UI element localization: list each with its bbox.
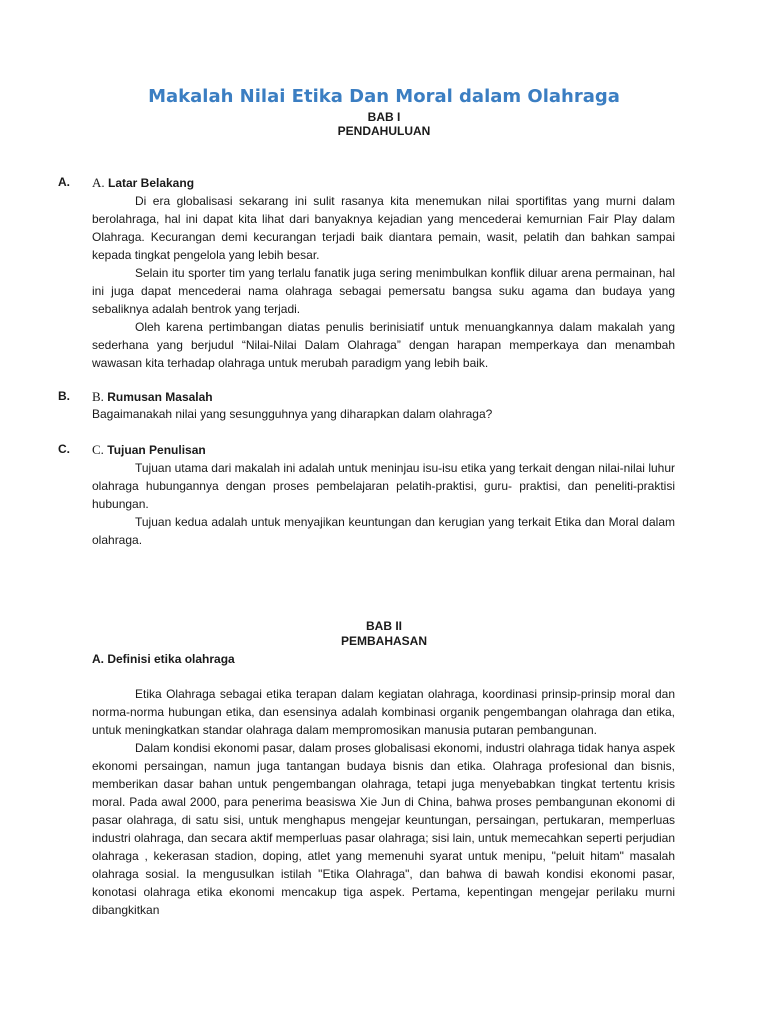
paragraph: Oleh karena pertimbangan diatas penulis berinisiatif untuk menuangkannya dalam makalah yang sederhana yang berjudul “Nilai-Nilai Dalam Olahraga” dengan harapan memperkaya dan menambah wawasan kita terhadap olahraga untuk merubah paradigm yang lebih baik. xyxy=(92,320,675,370)
section-c-body xyxy=(92,459,675,549)
paragraph: Tujuan kedua adalah untuk menyajikan keuntungan dan kerugian yang terkait Etika dan Moral dalam olahraga. xyxy=(92,515,675,547)
section-b-title: Rumusan Masalah xyxy=(107,390,213,404)
paragraph: Bagaimanakah nilai yang sesungguhnya yang diharapkan dalam olahraga? xyxy=(92,407,493,421)
section-b-heading xyxy=(92,389,213,405)
paragraph: Di era globalisasi sekarang ini sulit rasanya kita menemukan nilai sportifitas yang murni dalam berolahraga, hal ini dapat kita lihat dari banyaknya kejadian yang mencederai kemurnian Fair Play dalam Olahraga. Kecurangan demi kecurangan terjadi baik diantara pemain, wasit, pelatih dan bahkan sampai kepada tingkat pengelola yang lebih besar. xyxy=(92,194,675,262)
section-b-number: B. xyxy=(92,389,104,404)
section-c-heading xyxy=(92,442,206,458)
paragraph: Selain itu sporter tim yang terlalu fanatik juga sering menimbulkan konflik diluar arena permainan, hal ini juga dapat mencederai nama olahraga sebagai pemersatu bangsa suku agama dan budaya yang sebaliknya adalah bentrok yang terjadi. xyxy=(92,266,675,316)
paragraph: Dalam kondisi ekonomi pasar, dalam proses globalisasi ekonomi, industri olahraga tidak hanya aspek ekonomi persaingan, namun juga tantangan budaya bisnis dan etika. Olahraga profesional dan bisnis, memberikan dasar bahan untuk pengembangan olahraga, tetapi juga menyebabkan tingkat tertentu krisis moral. Pada awal 2000, para penerima beasiswa Xie Jun di China, bahwa proses pembangunan ekonomi di pasar olahraga, di satu sisi, untuk menghapus mengejar keuntungan, persaingan, pertukaran, memperluas industri olahraga, dan secara aktif memperluas pasar olahraga; sisi lain, untuk memecahkan seperti perjudian olahraga , kekerasan stadion, doping, atlet yang memenuhi syarat untuk menipu, "peluit hitam" masalah olahraga sosial. Ia mengusulkan istilah "Etika Olahraga", dan bahwa di bawah kondisi ekonomi pasar, konotasi olahraga etika ekonomi mencakup tiga aspek. Pertama, kepentingan mengejar perilaku murni dibangkitkan xyxy=(92,741,675,917)
bab1-heading: PENDAHULUAN xyxy=(337,124,431,138)
bab2-body xyxy=(92,685,675,919)
section-b-letter: B. xyxy=(58,389,70,403)
bab2-heading: PEMBAHASAN xyxy=(340,634,427,648)
document-title: Makalah Nilai Etika Dan Moral dalam Olahraga xyxy=(148,86,620,107)
bab2-subheading: A. Definisi etika olahraga xyxy=(92,652,235,666)
section-a-body xyxy=(92,192,675,372)
section-a-letter: A. xyxy=(58,175,70,189)
section-c-number: C. xyxy=(92,442,104,457)
bab1-label: BAB I xyxy=(367,110,401,124)
section-a-heading xyxy=(92,175,194,191)
section-c-title: Tujuan Penulisan xyxy=(107,443,206,457)
section-c-letter: C. xyxy=(58,442,70,456)
section-a-title: Latar Belakang xyxy=(107,176,195,190)
paragraph: Tujuan utama dari makalah ini adalah untuk meninjau isu-isu etika yang terkait dengan nilai-nilai luhur olahraga hubungannya dengan proses pembelajaran pelatih-praktisi, guru- praktisi, dan peneliti-praktisi hubungan. xyxy=(92,461,675,511)
section-a-number: A. xyxy=(92,175,105,190)
bab2-label: BAB II xyxy=(366,619,402,633)
paragraph: Etika Olahraga sebagai etika terapan dalam kegiatan olahraga, koordinasi prinsip-prinsip moral dan norma-norma hubungan etika, dan esensinya adalah kombinasi organik pengembangan olahraga dan etika, untuk meningkatkan standar olahraga dalam mempromosikan manusia putaran pembangunan. xyxy=(92,687,675,737)
